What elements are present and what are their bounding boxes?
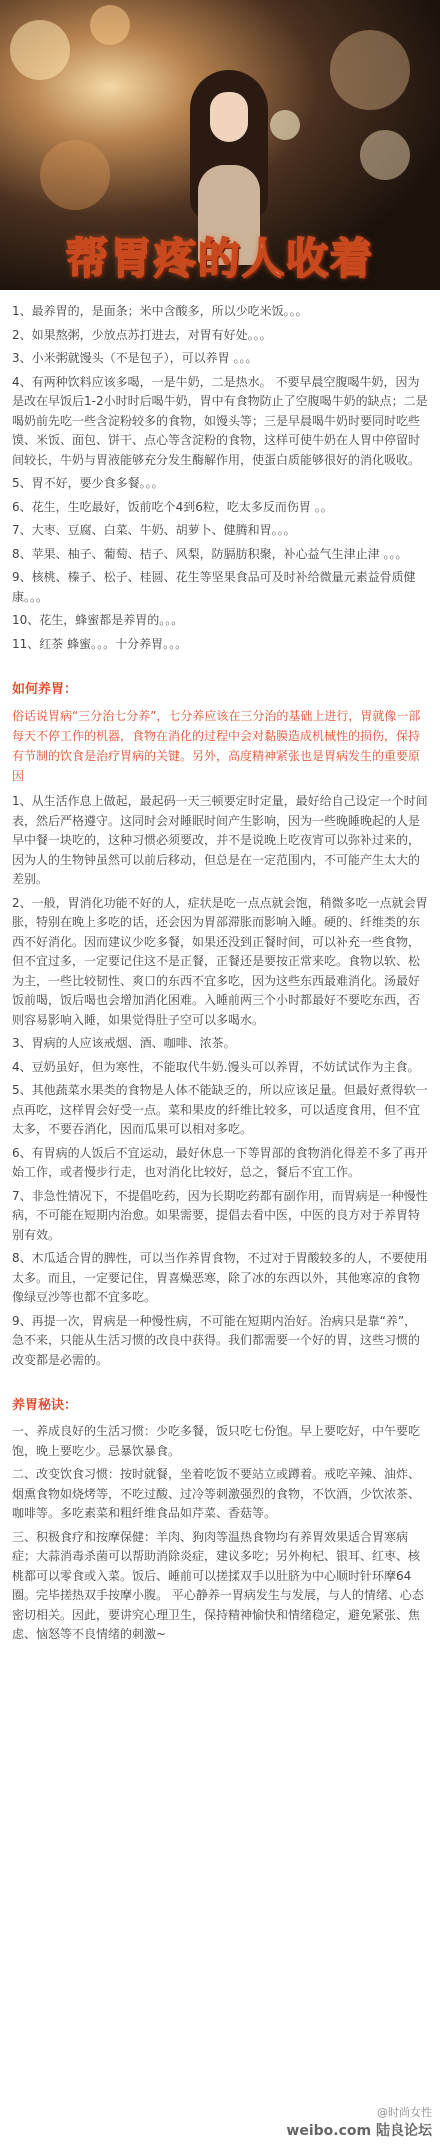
list-item: 8、木瓜适合胃的脾性，可以当作养胃食物，不过对于胃酸较多的人，不要使用太多。而且，一定要记住，胃喜燥恶寒，除了冰的东西以外，其他寒凉的食物像绿豆沙等也都不宜多吃。 bbox=[12, 1251, 428, 1304]
watermark-handle: @时尚女性 bbox=[377, 2106, 432, 2119]
list-item: 4、有两种饮料应该多喝，一是牛奶，二是热水。 不要早晨空腹喝牛奶，因为是改在早饭后1-2小时时后喝牛奶，胃中有食物防止了空腹喝牛奶的缺点；二是喝奶前先吃一些含淀粉较多的食物，如馒头等；三是早晨喝牛奶时要同时吃些馍、米饭、面包、饼干、点心等含淀粉的食物，这样可使牛奶在人胃中停留时间较长，牛奶与胃液能够充分发生酶解作用，使蛋白质能够很好的消化吸收。 bbox=[12, 374, 428, 467]
list-item: 二、改变饮食习惯：按时就餐，坐着吃饭不要站立或蹲着。戒吃辛辣、油炸、烟熏食物如烧烤等，不吃过酸、过冷等刺激强烈的食物，不饮酒，少饮浓茶、咖啡等。多吃素菜和粗纤维食品如芹菜、香菇等。 bbox=[12, 1467, 421, 1520]
bokeh-light bbox=[360, 130, 410, 180]
list-item: 2、如果熬粥，少放点苏打进去，对胃有好处。。。 bbox=[12, 327, 272, 342]
list-item: 7、非急性情况下，不提倡吃药，因为长期吃药都有副作用，而胃病是一种慢性病，不可能在短期内治愈。如果需要，提倡去看中医，中医的良方对于养胃特别有效。 bbox=[12, 1188, 428, 1242]
list-item: 3、胃病的人应该戒烟、酒、咖啡、浓茶。 bbox=[12, 1036, 236, 1050]
section-heading-tips bbox=[12, 1396, 428, 1416]
bokeh-light bbox=[270, 110, 300, 140]
list-item: 1、从生活作息上做起，最起码一天三顿要定时定量，最好给自己设定一个时间表，然后严格遵守。这同时会对睡眠时间产生影响，因为一些晚睡晚起的人是早中餐一块吃的，这种习惯必须要改，并不是说晚上吃夜宵可以弥补过来的，因为人的生物钟虽然可以前后移动，但总是在一定范围内，不可能产生太大的差别。 bbox=[12, 794, 428, 886]
list-item: 9、再提一次，胃病是一种慢性病，不可能在短期内治好。治病只是靠“养”，急不来，只能从生活习惯的改良中获得。我们都需要一个好的胃，这些习惯的改变都是必需的。 bbox=[12, 1313, 421, 1367]
list-item: 2、一般，胃消化功能不好的人，症状是吃一点点就会饱，稍微多吃一点就会胃胀，特别在晚上多吃的话，还会因为胃部滞胀而影响入睡。硬的、纤维类的东西不好消化。因而建议少吃多餐，如果还没到正餐时间，可以补充一些食物，但不宜过多，一定要记住这不是正餐，正餐还是要按正常来吃。食物以软、松为主，一些比较韧性、爽口的东西不宜多吃，因为这些东西最难消化。汤最好饭前喝，饭后喝也会增加消化困难。入睡前两三个小时都最好不要吃东西，否则容易影响入睡，如果觉得肚子空可以多喝水。 bbox=[12, 895, 428, 1027]
bokeh-light bbox=[90, 5, 130, 45]
bokeh-light bbox=[40, 140, 110, 210]
list-item: 4、豆奶虽好，但为寒性，不能取代牛奶.馒头可以养胃，不妨试试作为主食。 bbox=[12, 1059, 420, 1074]
watermark-site: weibo.com 陆良论坛 bbox=[286, 2123, 432, 2139]
list-item: 11、红茶 蜂蜜。。。十分养胃。。。 bbox=[12, 636, 188, 651]
section-title: 如何养胃： bbox=[12, 682, 78, 697]
list-item: 6、有胃病的人饭后不宜运动，最好休息一下等胃部的食物消化得差不多了再开始工作，或者慢步行走，也对消化比较好，总之，餐后不宜工作。 bbox=[12, 1145, 428, 1179]
list-item: 5、胃不好，要少食多餐。。。 bbox=[12, 476, 164, 490]
section-heading-how-to bbox=[12, 680, 428, 700]
section-title: 养胃秘诀： bbox=[12, 1398, 78, 1413]
face bbox=[210, 92, 248, 142]
list-item: 10、花生，蜂蜜都是养胃的。。。 bbox=[12, 613, 184, 627]
list-item: 5、其他蔬菜水果类的食物是人体不能缺乏的，所以应该足量。但最好煮得软一点再吃，这样胃会好受一点。菜和果皮的纤维比较多，可以适度食用，但不宜太多，不要吞消化，因而瓜果可以相对多吃。 bbox=[12, 1083, 428, 1136]
list-item: 7、大枣、豆腐、白菜、牛奶、胡萝卜、健腾和胃。。。 bbox=[12, 523, 296, 537]
list-item: 9、核桃、榛子、松子、桂圆、花生等坚果食品可及时补给微量元素益骨质健康。。。 bbox=[12, 570, 416, 604]
list-item: 3、小米粥就馒头（不是包子），可以养胃 。。。 bbox=[12, 351, 258, 365]
bokeh-light bbox=[330, 30, 410, 110]
list-item: 三、积极食疗和按摩保健：羊肉、狗肉等温热食物均有养胃效果适合胃寒病症；大蒜消毒杀菌可以帮助消除炎症，建议多吃；另外枸杞、银耳、红枣、核桃都可以零食或入菜。饭后、睡前可以搓揉双手以肚脐为中心顺时针环摩64圈。完毕搓热双手按摩小腹。 平心静养一胃病发生与发展，与人的情绪、心态密切相关。因此，要讲究心理卫生，保持精神愉快和情绪稳定，避免紧张、焦虑、恼怒等不良情绪的刺激~ bbox=[12, 1529, 424, 1641]
list-item: 6、花生，生吃最好，饭前吃个4到6粒，吃太多反而伤胃 。。 bbox=[12, 499, 333, 514]
article-body bbox=[0, 290, 440, 1645]
section-intro: 俗话说胃病“三分治七分养”，七分养应该在三分治的基础上进行，胃就像一部每天不停工作的机器，食物在消化的过程中会对黏膜造成机械性的损伤，保持有节制的饮食是治疗胃病的关键。另外，高度精神紧张也是胃病发生的重要原因 bbox=[12, 709, 421, 783]
header-photo bbox=[0, 0, 440, 290]
title-wrap bbox=[0, 226, 440, 286]
list-item: 一、养成良好的生活习惯：少吃多餐，饭只吃七份饱。早上要吃好，中午要吃饱，晚上要吃少。忌暴饮暴食。 bbox=[12, 1424, 421, 1458]
bokeh-light bbox=[10, 20, 70, 80]
page-title: 帮胃疼的人收着 bbox=[65, 234, 374, 283]
watermark bbox=[286, 2104, 432, 2140]
list-item: 8、苹果、柚子、葡萄、桔子、风梨，防膈肪积聚，补心益气生津止津 。。。 bbox=[12, 546, 408, 561]
list-item: 1、最养胃的，是面条；米中含酸多，所以少吃米饭。。。 bbox=[12, 304, 308, 318]
